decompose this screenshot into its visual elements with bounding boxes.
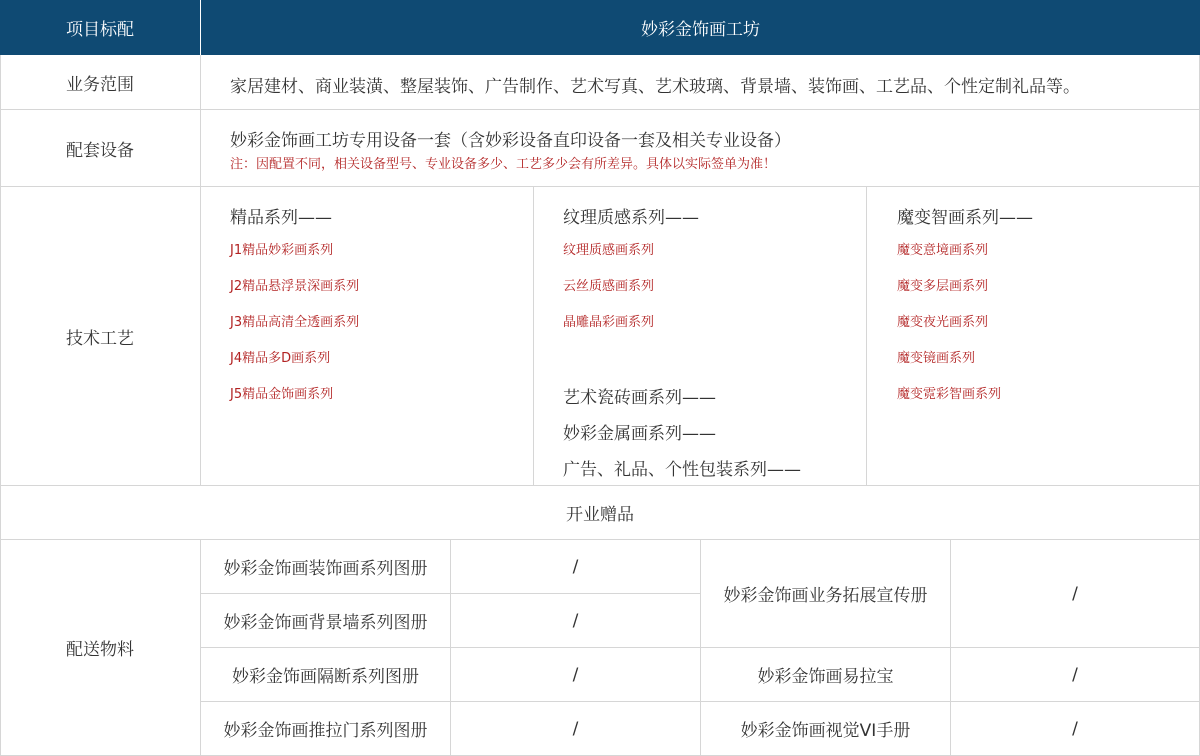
business-scope-label: 业务范围 [66, 74, 134, 95]
tech-series-title: 艺术瓷砖画系列—— [563, 388, 716, 408]
equipment-value: 妙彩金饰画工坊专用设备一套（含妙彩设备直印设备一套及相关专业设备） [230, 131, 791, 151]
tech-series-item: 云丝质感画系列 [563, 279, 655, 294]
col-divider [200, 55, 201, 486]
tech-label: 技术工艺 [66, 328, 134, 349]
equipment-label: 配套设备 [66, 140, 134, 161]
tech-series-item: 纹理质感画系列 [563, 243, 655, 258]
delivery-item-qty: / [572, 718, 579, 739]
tech-series-title: 纹理质感系列—— [563, 208, 699, 228]
equipment-note: 注：因配置不同，相关设备型号、专业设备多少、工艺多少会有所差异。具体以实际签单为准！ [230, 157, 777, 172]
header-product-name: 妙彩金饰画工坊 [201, 0, 1200, 55]
delivery-item-qty: / [1072, 718, 1078, 739]
tech-series-title: 妙彩金属画系列—— [563, 424, 716, 444]
col-divider [866, 186, 867, 486]
delivery-item-name: 妙彩金饰画背景墙系列图册 [223, 613, 428, 633]
tech-series-item: 魔变霓彩智画系列 [897, 387, 1002, 402]
delivery-item-name: 妙彩金饰画推拉门系列图册 [223, 721, 428, 741]
delivery-item-qty: / [572, 556, 579, 577]
tech-series-item: J3精品高清全透画系列 [230, 315, 360, 330]
delivery-item-name: 妙彩金饰画业务拓展宣传册 [723, 586, 928, 606]
tech-series-item: 魔变镜画系列 [897, 351, 976, 366]
delivery-item-name: 妙彩金饰画视觉VI手册 [740, 721, 911, 741]
tech-series-item: 魔变夜光画系列 [897, 315, 989, 330]
header-item-label: 项目标配 [0, 0, 200, 55]
tech-series-item: J5精品金饰画系列 [230, 387, 334, 402]
tech-series-title: 魔变智画系列—— [897, 208, 1033, 228]
delivery-item-name: 妙彩金饰画隔断系列图册 [232, 667, 419, 687]
tech-series-item: J4精品多D画系列 [230, 351, 331, 366]
business-scope-value: 家居建材、商业装潢、整屋装饰、广告制作、艺术写真、艺术玻璃、背景墙、装饰画、工艺品、个性定制礼品等。 [230, 77, 1080, 97]
tech-series-item: J2精品悬浮景深画系列 [230, 279, 360, 294]
delivery-item-name: 妙彩金饰画装饰画系列图册 [223, 559, 428, 579]
delivery-label: 配送物料 [66, 640, 134, 660]
tech-series-item: 晶雕晶彩画系列 [563, 315, 655, 330]
delivery-item-name: 妙彩金饰画易拉宝 [757, 667, 894, 687]
tech-series-item: J1精品妙彩画系列 [230, 243, 334, 258]
tech-series-item: 魔变意境画系列 [897, 243, 989, 258]
tech-series-title: 广告、礼品、个性包装系列—— [563, 460, 801, 480]
tech-series-title: 精品系列—— [230, 208, 332, 228]
delivery-item-qty: / [1072, 583, 1078, 604]
delivery-item-qty: / [1072, 664, 1078, 685]
delivery-item-qty: / [572, 664, 579, 685]
delivery-item-qty: / [572, 610, 579, 631]
col-divider [533, 186, 534, 486]
gift-section-title: 开业赠品 [566, 505, 634, 525]
tech-series-item: 魔变多层画系列 [897, 279, 989, 294]
